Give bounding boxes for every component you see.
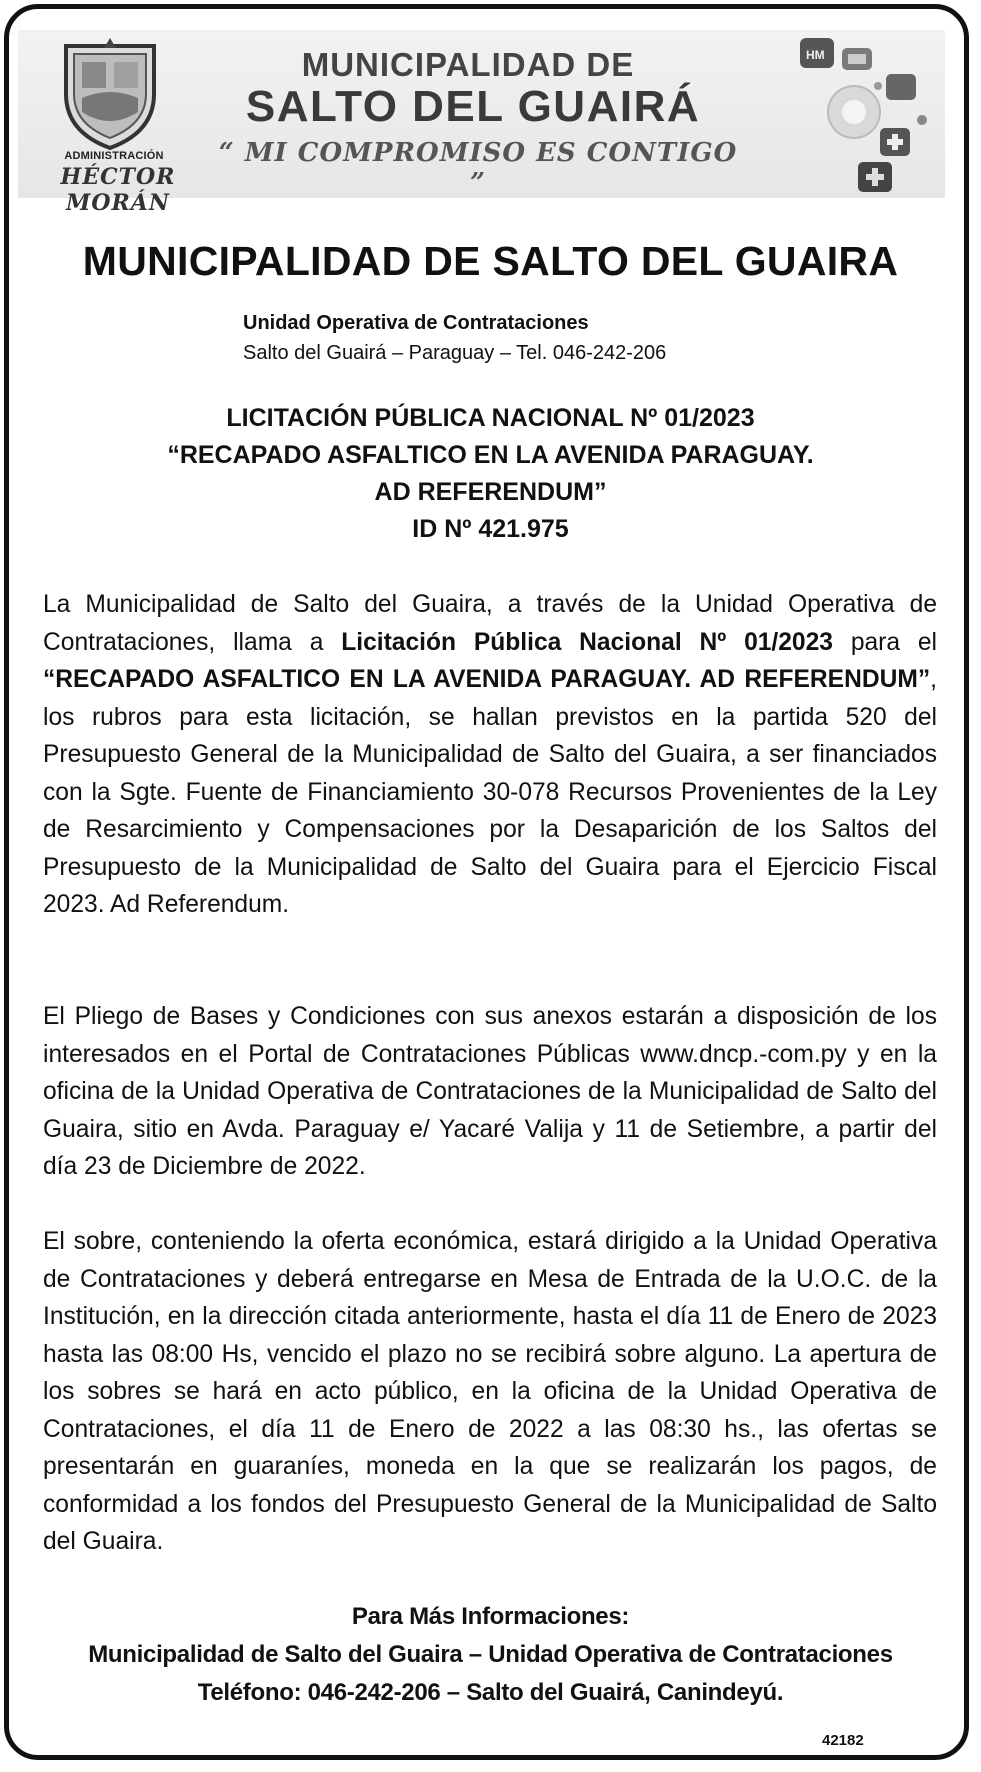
paragraph-documents: El Pliego de Bases y Condiciones con sus anexos estarán a disposición de los interesados en el Portal de Contrataciones Públicas www.dncp.-com.py y en la oficina de la Unidad Operativa de Contrataciones de la Municipalidad de Salto del Guaira, sitio en Avda. Paraguay e/ Yacaré Valija y 11 de Setiembre, a partir del día 23 de Diciembre de 2022. [43,1003,937,1180]
chat-icon [842,48,872,70]
banner-slogan: “ MI COMPROMISO ES CONTIGO ” [218,138,738,198]
tender-heading-line1: LICITACIÓN PÚBLICA NACIONAL Nº 01/2023 [226,404,755,432]
page-title: MUNICIPALIDAD DE SALTO DEL GUAIRA [82,238,899,284]
tender-heading-line3: AD REFERENDUM” [374,478,607,506]
project-name-bold: “RECAPADO ASFALTICO EN LA AVENIDA PARAGUAY. AD REFERENDUM” [43,666,931,693]
medical-kit-icon [858,162,892,192]
contact-block [0,1598,981,1712]
unit-name: Unidad Operativa de Contrataciones [243,312,589,334]
unit-address: Salto del Guairá – Paraguay – Tel. 046-242-206 [243,342,667,364]
paragraph-submission: El sobre, conteniendo la oferta económica, estará dirigido a la Unidad Operativa de Contrataciones y deberá entregarse en Mesa de Entrada de la U.O.C. de la Institución, en la dirección citada anteriormente, hasta el día 11 de Enero de 2023 hasta las 08:00 Hs, vencido el plazo no se recibirá sobre alguno. La apertura de los sobres se hará en acto público, en la oficina de la Unidad Operativa de Contrataciones, el día 11 de Enero de 2022 a las 08:30 hs., las ofertas se presentarán en guaraníes, moneda en la que se realizarán los pagos, de conformidad a los fondos del Presupuesto General de la Municipalidad de Salto del Guaira. [43,1228,937,1555]
sun-icon [828,86,880,138]
banner-title-line1: MUNICIPALIDAD DE [301,46,635,83]
tender-heading [0,400,981,548]
banner-title-line2: SALTO DEL GUAIRÁ [245,82,701,131]
shield-icon [58,36,162,152]
svg-text:HM: HM [806,48,825,62]
tender-heading-line2: “RECAPADO ASFALTICO EN LA AVENIDA PARAGUAY. [167,441,814,469]
app-icon [800,38,834,68]
administration-name: HÉCTOR MORÁN [60,164,176,216]
paragraph-call [43,586,937,924]
paragraph-call-text2: para el [832,628,938,656]
header-banner [18,30,945,216]
contact-office: Municipalidad de Salto del Guaira – Unidad Operativa de Contrataciones [88,1641,893,1668]
service-icons-cluster [798,34,938,196]
contact-heading: Para Más Informaciones: [351,1603,630,1630]
ad-code: 42182 [822,1732,864,1749]
administration-label: ADMINISTRACIÓN [64,150,164,162]
tender-id: ID Nº 421.975 [412,515,569,543]
paragraph-call-text1: La Municipalidad de Salto del Guaira, a través de la Unidad Operativa de Contrataciones, llama a [43,591,937,656]
tender-name-bold: Licitación Pública Nacional Nº 01/2023 [341,628,833,656]
paragraph-call-text3: , los rubros para esta licitación, se hallan previstos en la partida 520 del Presupuesto General de la Municipalidad de Salto del Guaira, a ser financiados con la Sgte. Fuente de Financiamiento 30-078 Recursos Provenientes de la Ley de Resarcimiento y Compensaciones por la Desaparición de los Saltos del Presupuesto de la Municipalidad de Salto del Guaira para el Ejercicio Fiscal 2023. Ad Referendum. [43,666,937,918]
contact-phone: Teléfono: 046-242-206 – Salto del Guairá, Canindeyú. [197,1679,784,1706]
plus-icon [880,74,916,156]
